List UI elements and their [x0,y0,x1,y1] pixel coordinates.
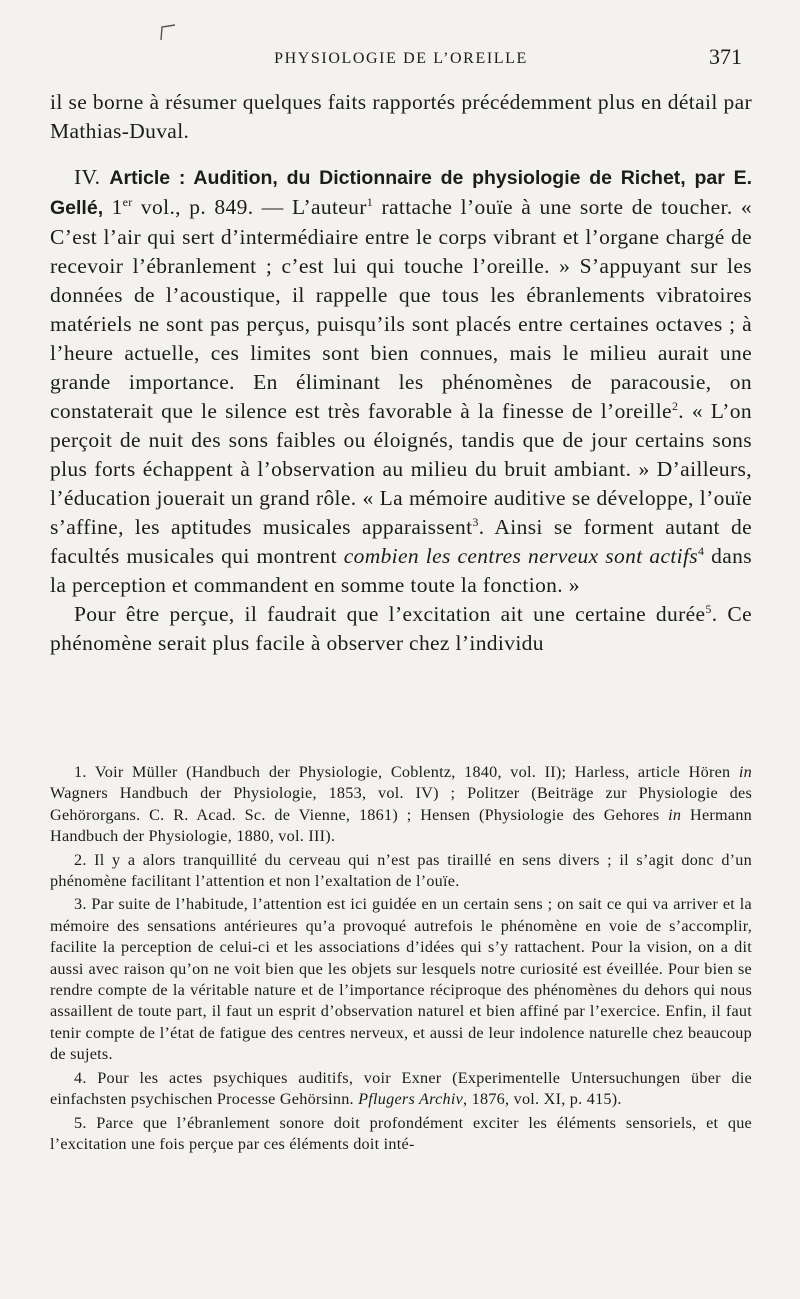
footnote-ref-3[interactable]: 3 [472,514,479,529]
article-title: Article : Audition, du Dictionnaire de physiologie de Richet, par E. Gellé, [50,167,752,219]
running-head [50,44,752,80]
footnote-2: 2. Il y a alors tranquillité du cerveau qui n’est pas tiraillé en sens divers ; il s’agit donc d’un phénomène facilitant l’attention et non l’exaltation de l’ouïe. [50,850,752,891]
paragraph-intro: il se borne à résumer quelques faits rapportés précédemment plus en détail par Mathias-Duval. [50,90,752,143]
footnote-ref-1[interactable]: 1 [366,194,374,209]
footnotes [50,762,752,1155]
footnote-4: 4. Pour les actes psychiques auditifs, voir Exner (Experimentelle Untersuchungen über die einfachsten psychischen Processe Gehörsinn. Pflugers Archiv, 1876, vol. XI, p. 415). [50,1068,752,1109]
page-number: 371 [709,44,742,69]
footnote-ref-4[interactable]: 4 [698,543,705,558]
corner-mark-icon [158,24,178,42]
section-number: IV. [74,165,101,189]
italic-phrase: combien les centres nerveux sont actifs [343,544,699,568]
paragraph-duration: Pour être perçue, il faudrait que l’excitation ait une certaine durée$^5$. Ce phénomène serait plus facile à observer chez l’individu [50,601,752,655]
footnote-3: 3. Par suite de l’habitude, l’attention est ici guidée en un certain sens ; on sait ce qui va arriver et la mémoire des sensations antérieures qu’a provoqué autrefois le phénomène en voie de s’accomplir, facilite la perception de celui-ci et les associations d’idées qui s’y rattachent. Pour la vision, on a dit aussi avec raison qu’on ne voit bien que les objets sur lesquels notre curiosité est éveillée. Pour bien se rendre compte de la véritable nature et de l’importance réciproque des phénomènes du dehors qui nous assaillent de toute part, il faut un esprit d’observation naturel et bien affiné par l’exercice. Enfin, il faut tenir compte de l’état de fatigue des centres nerveux, et aussi de leur indolence naturelle chez beaucoup de sujets. [50,895,752,1064]
footnote-5: 5. Parce que l’ébranlement sonore doit profondément exciter les éléments sensoriels, et que l’excitation une fois perçue par ces éléments doit inté- [50,1113,752,1153]
running-title: PHYSIOLOGIE DE L’OREILLE [274,50,528,67]
paragraph-article-iv: IV. Article : Audition, du Dictionnaire de physiologie de Richet, par E. Gellé, 1er vol., p. 849. — L’auteur$^1$ rattache l’ouïe à une sorte de toucher. « C’est l’air qui sert d’intermédiaire entre le corps vibrant et l’organe chargé de recevoir l’ébranlement ; c’est lui qui touche l’oreille. » S’appuyant sur les données de l’acoustique, il rappelle que tous les ébranlements vibratoires matériels ne sont pas perçus, puisqu’ils sont placés entre certaines octaves ; à l’heure actuelle, ces limites sont bien connues, mais le milieu aurait une grande importance. En éliminant les phénomènes de paracousie, on constaterait que le silence est très favorable à la finesse de l’oreille$^2$. « L’on perçoit de nuit des sons faibles ou éloignés, tandis que de jour certains sons plus forts échappent à l’observation au milieu du bruit ambiant. » D’ailleurs, l’éducation jouerait un grand rôle. « La mémoire auditive se développe, l’ouïe s’affine, les aptitudes musicales apparaissent$^3$. Ainsi se forment autant de facultés musicales qui montrent combien les centres nerveux sont actifs$^4$ dans la perception et commandent en somme toute la fonction. » [50,165,752,597]
footnote-1: 1. Voir Müller (Handbuch der Physiologie, Coblentz, 1840, vol. II); Harless, article Hören in Wagners Handbuch der Physiologie, 1853, vol. IV) ; Politzer (Beiträge zur Physiologie des Gehörorgans. C. R. Acad. Sc. de Vienne, 1861) ; Hensen (Physiologie des Gehores in Hermann Handbuch der Physiologie, 1880, vol. III). [50,763,753,846]
footnote-ref-2[interactable]: 2 [671,398,679,413]
main-text [50,88,752,658]
footnote-ref-5[interactable]: 5 [705,601,712,616]
